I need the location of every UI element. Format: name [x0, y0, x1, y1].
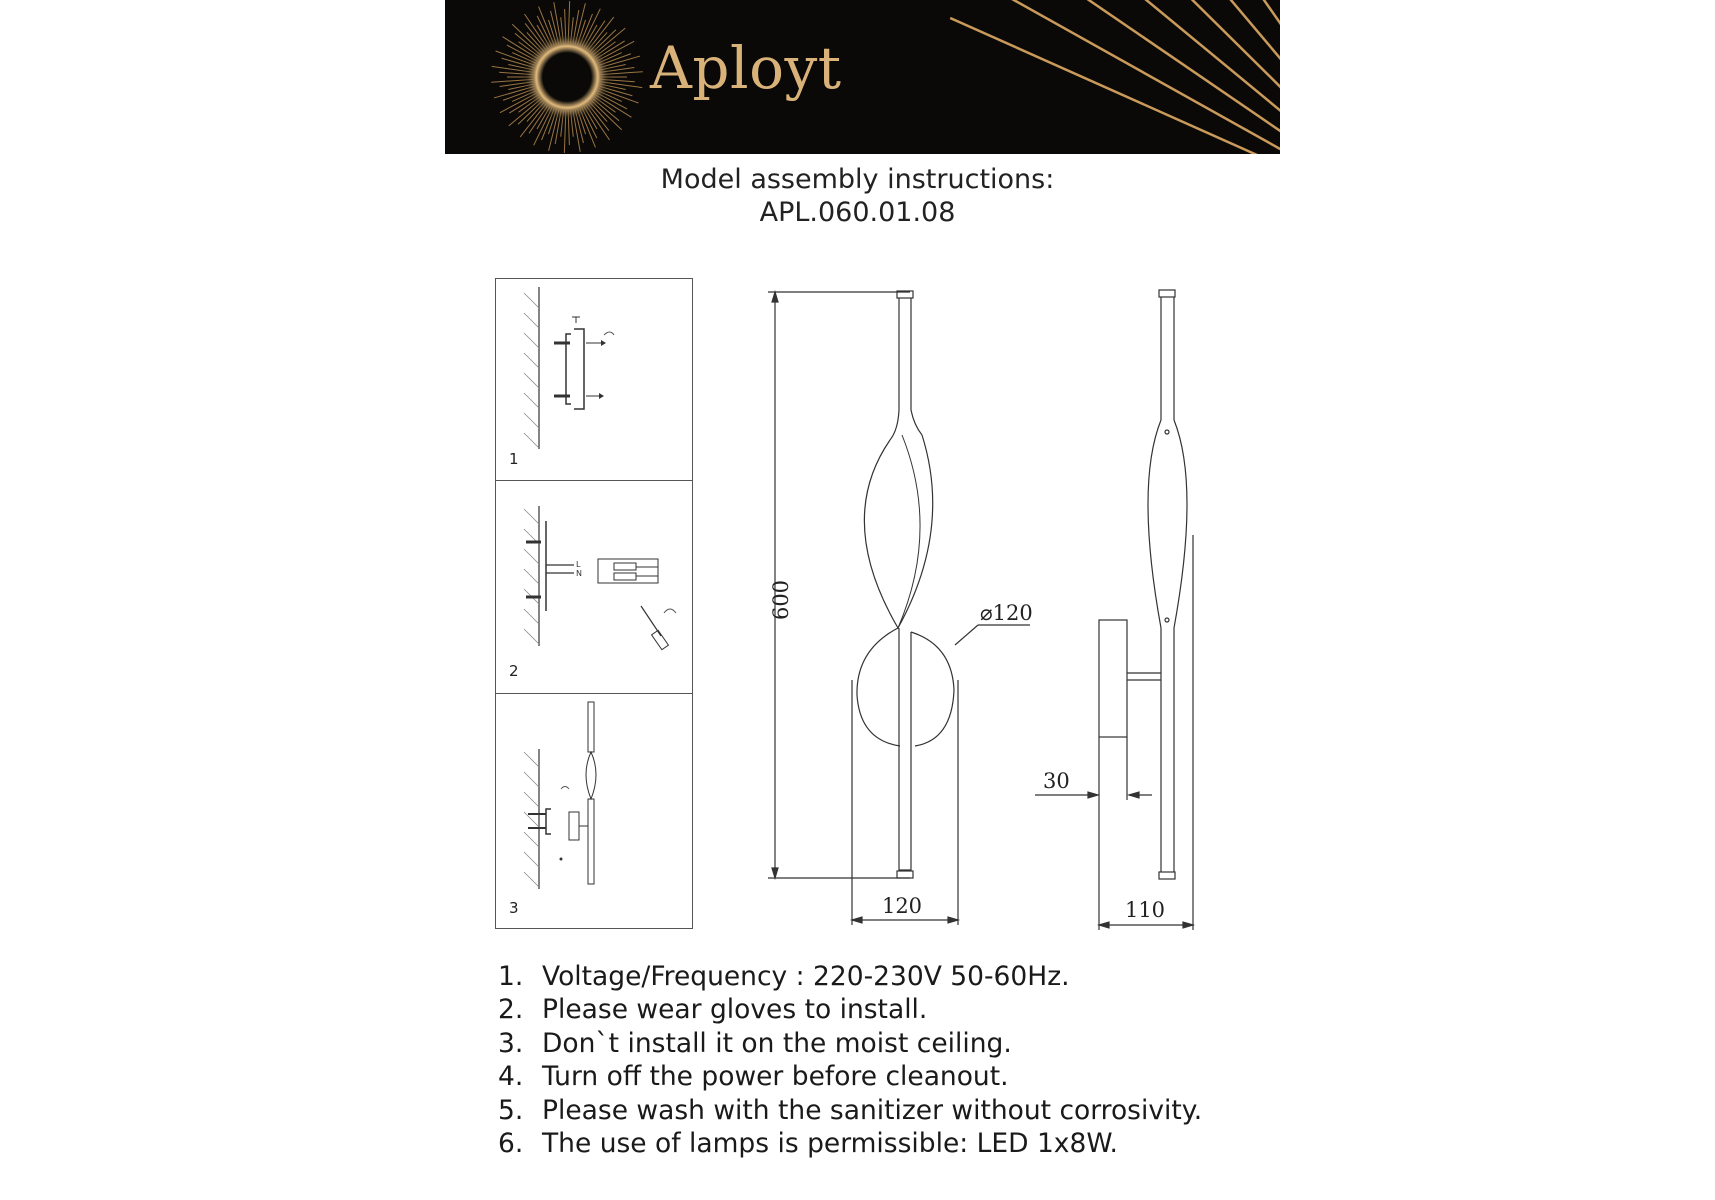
list-item	[498, 993, 1202, 1026]
wire-label-l: L	[576, 560, 581, 569]
dimension-drawings	[740, 270, 1240, 940]
note-number: 5.	[498, 1094, 524, 1126]
step-3-panel	[496, 693, 692, 930]
model-number: APL.060.01.08	[759, 197, 956, 228]
height-dimension-label: 600	[769, 579, 793, 621]
step-number: 2	[509, 662, 519, 680]
step-number: 3	[509, 899, 519, 917]
note-text: Please wear gloves to install.	[542, 994, 928, 1026]
safety-notes-list	[498, 960, 1202, 1160]
brand-banner	[445, 0, 1280, 154]
brand-logo: Aployt	[650, 34, 842, 102]
sunburst-decoration	[445, 0, 1280, 154]
step-1-panel	[496, 279, 692, 480]
note-text: Don`t install it on the moist ceiling.	[542, 1027, 1012, 1059]
note-text: Voltage/Frequency : 220-230V 50-60Hz.	[542, 961, 1070, 992]
list-item	[498, 1127, 1202, 1160]
wall-mount-bracket-diagram	[496, 279, 692, 479]
note-number: 1.	[498, 961, 524, 992]
page-title: Model assembly instructions:	[660, 164, 1055, 195]
bracket-offset-dimension-label: 30	[1043, 769, 1070, 793]
list-item	[498, 1094, 1202, 1127]
step-number: 1	[509, 450, 519, 468]
note-text: Please wash with the sanitizer without corrosivity.	[542, 1094, 1203, 1126]
list-item	[498, 960, 1202, 993]
note-number: 3.	[498, 1027, 524, 1059]
list-item	[498, 1060, 1202, 1093]
note-number: 4.	[498, 1061, 524, 1093]
side-view-drawing	[1035, 290, 1193, 930]
note-text: The use of lamps is permissible: LED 1x8W.	[542, 1127, 1118, 1159]
wire-label-n: N	[576, 569, 582, 578]
lamp-mounting-diagram	[496, 694, 692, 929]
assembly-steps	[495, 278, 693, 929]
corner-rays	[950, 0, 1280, 154]
diameter-dimension-label: ⌀120	[980, 601, 1033, 625]
list-item	[498, 1027, 1202, 1060]
wiring-connection-diagram	[496, 481, 692, 693]
step-2-panel	[496, 480, 692, 693]
note-number: 2.	[498, 994, 524, 1026]
side-depth-dimension-label: 110	[1124, 898, 1166, 922]
note-text: Turn off the power before cleanout.	[542, 1061, 1009, 1093]
front-width-dimension-label: 120	[881, 894, 923, 918]
note-number: 6.	[498, 1127, 524, 1159]
